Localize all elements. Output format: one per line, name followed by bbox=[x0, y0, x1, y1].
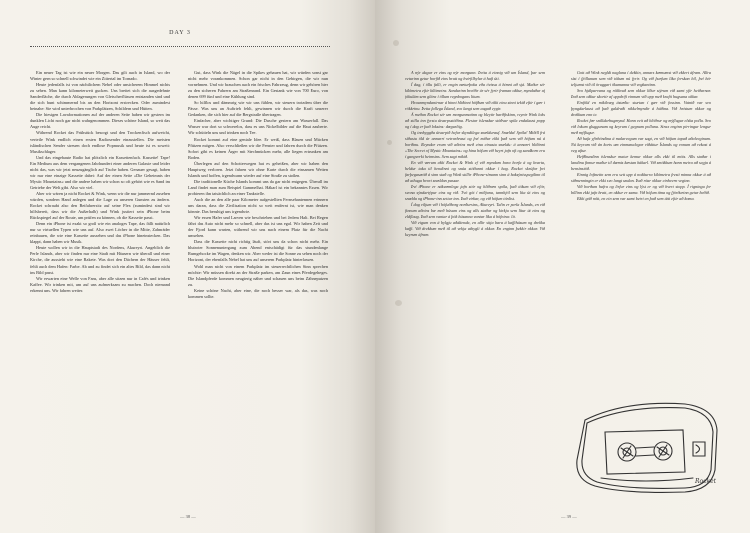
paragraph: Auch die an den alle paar Kilometer aufgestellten Fernsehantennen erinnern uns daran, dass die Zivilisation nicht so weit entfernt ist, wie man denken könnte. Das beruhigt uns irgendwie. bbox=[188, 196, 328, 215]
page-header: DAY 3 bbox=[169, 30, 191, 36]
header-divider bbox=[30, 46, 330, 47]
paragraph: Einföld en mikilvæg ástæða: sturtan í gær við fossinn. Vatnið var svo þyngdarlaust að það galdraði nikkelmyndir á húðina. Við hristum okkur og drekkum enn te. bbox=[571, 100, 711, 117]
paragraph: Dass die Kassette nicht richtig läuft, stört uns da schon nicht mehr. Ein blutroter Sonnenuntergang zum Abend entschädigt für das stundenlange Rumgehocke im Wagen, denken wir. Aber weder ist die Sonne zu sehen noch der Horizont, der ebenfalls Nebel hat uns auf unserem Parkplatz hinterlassen. bbox=[188, 239, 328, 263]
paragraph: Í dag viljum við í höfuðborg norðursins, Akureyri. Talin er perla Íslands, en við finnum aðeins bæ með húsum eins og alls staðar og kirkju sem lítur út eins og eldflaug. Það sem vantar á þök húsanna vantar líka á höfnina: lit. bbox=[405, 202, 545, 219]
paragraph: Überlegen auf den Schotterwegen hat es geheißen, aber wir haben den Hauptweg verloren. Jetzt fahren wir ohne Karte durch die einsamen Weiten Islands und hoffen, irgendwann wieder auf eine Straße zu stoßen. bbox=[188, 160, 328, 178]
paragraph: Því iPhone er nákvæmlega jafn stór og hliðræn spóla, það tökum við eftir, svona sýndartýpur eins og við. Tvö göt í miðjuna, tannhjól sem líta út eins og snælda og iPhone-inn settur inn. Það virkar, og við höfum tónlist. bbox=[405, 184, 545, 201]
paragraph: Die hiesigen Lavaformationen auf der anderen Seite haben wir gestern im dunklen Licht noch gar nicht wahrgenommen. Dieses schöne Island, so weit das Auge reicht. bbox=[30, 112, 170, 130]
paragraph: Svo hjálparvana og rökkvuð sem okkur líður stýrum við samt yfir heiðarnar. Það sem okkur skortir af uppdrifi vinnum við upp með krafti hugsana okkar. bbox=[571, 88, 711, 99]
paragraph: Die traditionelle Küche Islands kommt uns da gar nicht entgegen. Überall im Land findet man zum Beispiel Gammelhai. Hákarl ist ein bekanntes Essen. Wir probieren ihn tatsächlich an einer Tankstelle. bbox=[188, 178, 328, 196]
right-column-1 bbox=[405, 70, 545, 500]
paragraph: Ekki góð nótt, en ein sem var samt betri en það sem átti eftir að koma. bbox=[577, 196, 695, 201]
paragraph: Við borðum hafra og lirfur eins og lýst er og við hvert stopp. Í rigningu fer bíllinn ekki jafn hratt, en okkur er sama. Við höfum tíma og fjörðurinn getur beðið. bbox=[571, 184, 711, 195]
right-page bbox=[375, 0, 750, 533]
page-number-left: — 38 — bbox=[180, 514, 196, 519]
right-column-2 bbox=[571, 70, 711, 365]
paragraph: Denn ein iPhone ist exakt so groß wie ein analoges Tape, das fällt natürlich nur so virtuellen Typen wie uns auf. Also zwei Löcher in die Mitte, Zahnräder reinbauen, die wie eine Kassette aussehen und das iPhone hineinstecken. Das klappt, dann haben wir Musik. bbox=[30, 221, 170, 245]
paragraph: Und das eingebaute Radio hat plötzlich ein Kassettenfach. Kassette! Tape! Ein Medium aus dem vergangenen Jahrhundert einer anderen Galaxie und leider nicht das, was wir jetzt neuzugänglich auf Tische haben. Genauer gesagt, haben wir nur eine einzige Kassette dabei: Auf der einen Seite »Die Geheimnis der Mystic Mountains« und die andere haben wir schon so oft gehört wie es Sand im Getriebe der Welt gibt. Also wir viel. bbox=[30, 154, 170, 190]
left-column-1 bbox=[30, 70, 170, 500]
paragraph: Keine schöne Nacht, aber eine, die noch besser war, als das, was noch kommen sollte. bbox=[188, 287, 328, 299]
paragraph: Að hafa yfirhöndina á malarvegum var sagt, en við höfum tapað aðalveginum. Nú keyrum við án korts um einmanalegar víðáttur Íslands og vonum að rekast á veg aftur. bbox=[571, 136, 711, 153]
paragraph: A nýr dagur er eins og nýr morgunn. Þetta á einnig við um Ísland, þar sem veturinn getur horfið eins hratt og hvirfilbylur á hafi úti. bbox=[405, 70, 545, 81]
paragraph: Einfacher, aber wichtiger Grund: Die Dusche gestern am Wasserfall. Das Wasser war dort so schwerelos, dass es uns Nickelbilder auf die Haut zauberte. Wir schütteln uns und trinken noch Tee. bbox=[188, 118, 328, 136]
left-column-2 bbox=[188, 70, 328, 500]
paper-stain bbox=[393, 40, 399, 46]
paragraph: Gott að Wink negldi naglana í dekkin, annars kæmumst við ekkert áfram. Allra síst í fjöllunum sem við tökum nú fyrir. Og við þurfum líka ferskan bíl, því hér teljumst við til öruggari ökumanna við vegkantinn. bbox=[571, 70, 711, 87]
signature: Rocket bbox=[695, 478, 717, 485]
paragraph: En við værum ekki Rocket & Wink ef við myndum bara horfa á og kvarta, heldur taka til hendinni og snúa stöðunni okkur í hag. Rocket skrúfar því farþegasætið á sinn stað og Wink stillir iPhone-símann sinn á baksýnisspegilinn til að athuga hvort snældan passar. bbox=[405, 160, 545, 183]
paragraph: Heute jedenfalls ist von nächtlichem Nebel oder unsicherem Himmel nichts zu sehen. Man kann kilometerweit gucken. Uns breitet sich die ausgedehnte Sanderfläche, die durch Ablagerungen von Gletscherflüssen entstanden sind und die sich bunt schimmernd bis an den Horizont erstrecken. Oder zumindest beinahe: Sie wird unterbrochen von Parkplätzen, Schildern und Hütten. bbox=[30, 82, 170, 112]
paragraph: Heute wollen wir in die Hauptstadt des Nordens, Akureyri. Angeblich die Perle Islands, aber wir finden nur eine Stadt mit Häusern wie überall und einer Kirche, die aussieht wie eine Rakete. Was dort den Dächern der Häuser fehlt, fehlt auch dem Hafen: Farbe. Ab und zu findet sich ein altes Bild, das dann nicht ins Bild passt. bbox=[30, 245, 170, 275]
paragraph: Während Rocket das Frühstück besorgt und den Trockenfisch aufweicht, verteile Wink endlich einen ersten Radiosender einzustellen. Die meisten isländischen Sender streuen doch endlose Popmusik und heute ist es soweit: Musikschlager. bbox=[30, 130, 170, 154]
paragraph: Aber wir wären ja nicht Rocket & Wink, wenn wir die nur jammernd zusehen würden, sondern Hand anlegen und die Lage zu unseren Gunsten zu ändern. Rocket schraubt also den Beifahrersitz auf seine Flex (zumindest sind wir hilfsbereit, dass wir die Außerhalb) und Wink justiert sein iPhone beim Rückspiegel auf der Route, um prüfen zu können, ob die Kassette passt. bbox=[30, 190, 170, 221]
paper-stain bbox=[395, 300, 402, 306]
paper-stain bbox=[387, 140, 392, 145]
page-number-right: — 39 — bbox=[561, 514, 577, 519]
paragraph: Rocket kommt auf eine geniale Idee. Er weiß, dass Blasen und Mücken Pfützen mögen. Also verschließen wir die Fenster und fahren durch die Pfützen. Sofort gibt es keinen Ärger mit Stechmücken mehr, alle liegen ertrunken am Boden. bbox=[188, 136, 328, 160]
paragraph: Wir erwarten eine Welle von Fans, aber alle sitzen nur in Cafés und trinken Kaffee. Wir trinken mit, um auf uns aufmerksam zu machen. Doch niemand erkennt uns. Wir fahren weiter. bbox=[30, 275, 170, 293]
paragraph: Wohl man nicht von einem Parkplatz im steuerrechtlichen Sinn sprechen möchte: Wir müssen direkt an der Straße parken, am Zaun eines Pferdegeheges. Die Islandpferde kommen neugierig näher und schauen uns beim Zähneputzen zu. bbox=[188, 263, 328, 287]
paragraph: Rocket fær snilldarhugmynd. Hann veit að blöðrur og mýflugur elska polla. Svo við lokum gluggunum og keyrum í gegnum pollana. Strax enginn pirringur lengur með mýflugur. bbox=[571, 118, 711, 135]
paragraph: Ein neuer Tag ist wie ein neuer Morgen. Das gilt auch in Island, wo der Winter gern so schnell schwindet wie ein Zittertal im Tornado. bbox=[30, 70, 170, 82]
paragraph: Og innbyggða útvarpið hefur skyndilega snældurauf. Snælda! Spóla! Miðill frá síðustu öld úr annarri vetrarbraut og því miður ekki það sem við höfum nú á borðinu. Reyndar erum við aðeins með eina einustu snældu: á annarri hliðinni »The Secret of Mystic Mountains« og hina höfum við heyrt jafn oft og sandkorn eru í gangverki heimsins. Sem sagt mikið. bbox=[405, 130, 545, 159]
paragraph: Við eigum von á bylgju aðdáenda, en allir sitja bara á kaffihúsum og drekka kaffi. Við drekkum með til að vekja athygli á okkur. En enginn þekkir okkur. Við keyrum áfram. bbox=[405, 220, 545, 237]
paragraph: Wir essen Hafer und Larven wie beschrieben und bei Jedem Halt. Bei Regen fährt das Auto nicht mehr so schnell, aber das ist uns egal. Wir haben Zeit und der Fjord kann warten, während wir uns nach einem Platz für die Nacht umsehen. bbox=[188, 215, 328, 239]
paragraph: Hefðbundinn íslenskur matur kemur okkur alls ekki til móts. Alls staðar í landinu finnur maður til dæmis kæstan hákarl. Við smökkum hann meira að segja á bensínstöð. bbox=[571, 154, 711, 171]
paragraph: Gut, dass Wink die Nägel in die Spikes gehauen hat, wir würden sonst gar nicht mehr vorankommen. Schon gar nicht in den Gebirgen, die wir nun vornehmen. Und wir brauchen auch ein frisches Fahrzeug, denn wir gehören hier zu den sicheren Fahrern am Straßenrand. Ein Gestank wie von 700 Euro, von denen 699 fünf und eine Kühlung sind. bbox=[188, 70, 328, 100]
paragraph: Hraunmyndanirnar á hinni hliðinni höfðum við ekki einu sinni tekið eftir í gær í rökkrinu. Þetta fallega Ísland, svo langt sem augað eygir. bbox=[405, 100, 545, 111]
paragraph: So hilflos und dämmrig wie wir uns fühlen, wir steuern trotzdem über die Pässe. Was uns an Auftrieb fehlt, gewinnen wir durch die Kraft unserer Gedanken, die sich hier auf die Bergstraße übertragen. bbox=[188, 100, 328, 118]
paragraph: Á meðan Rocket sér um morgunmatinn og bleytir harðfiskinn, reynir Wink loks að stilla inn fyrstu útvarpsstöðina. Flestar íslenskar stöðvar spila endalaust popp og í dag er það loksins: dægurlög. bbox=[405, 112, 545, 129]
paragraph: Í dag, í öllu falli, er engin næturþoka eða óvissa á himni að sjá. Maður sér kílómetra eftir kílómetra. Sandurinn breiðir úr sér fyrir framan okkur, myndaður af jökulám sem glitra í öllum regnbogans litum. bbox=[405, 82, 545, 99]
paragraph: Einnig loftnetin sem eru sett upp á nokkurra kílómetra fresti minna okkur á að siðmenningin er ekki svo langt undan. Það róar okkur einhvern veginn. bbox=[571, 172, 711, 183]
